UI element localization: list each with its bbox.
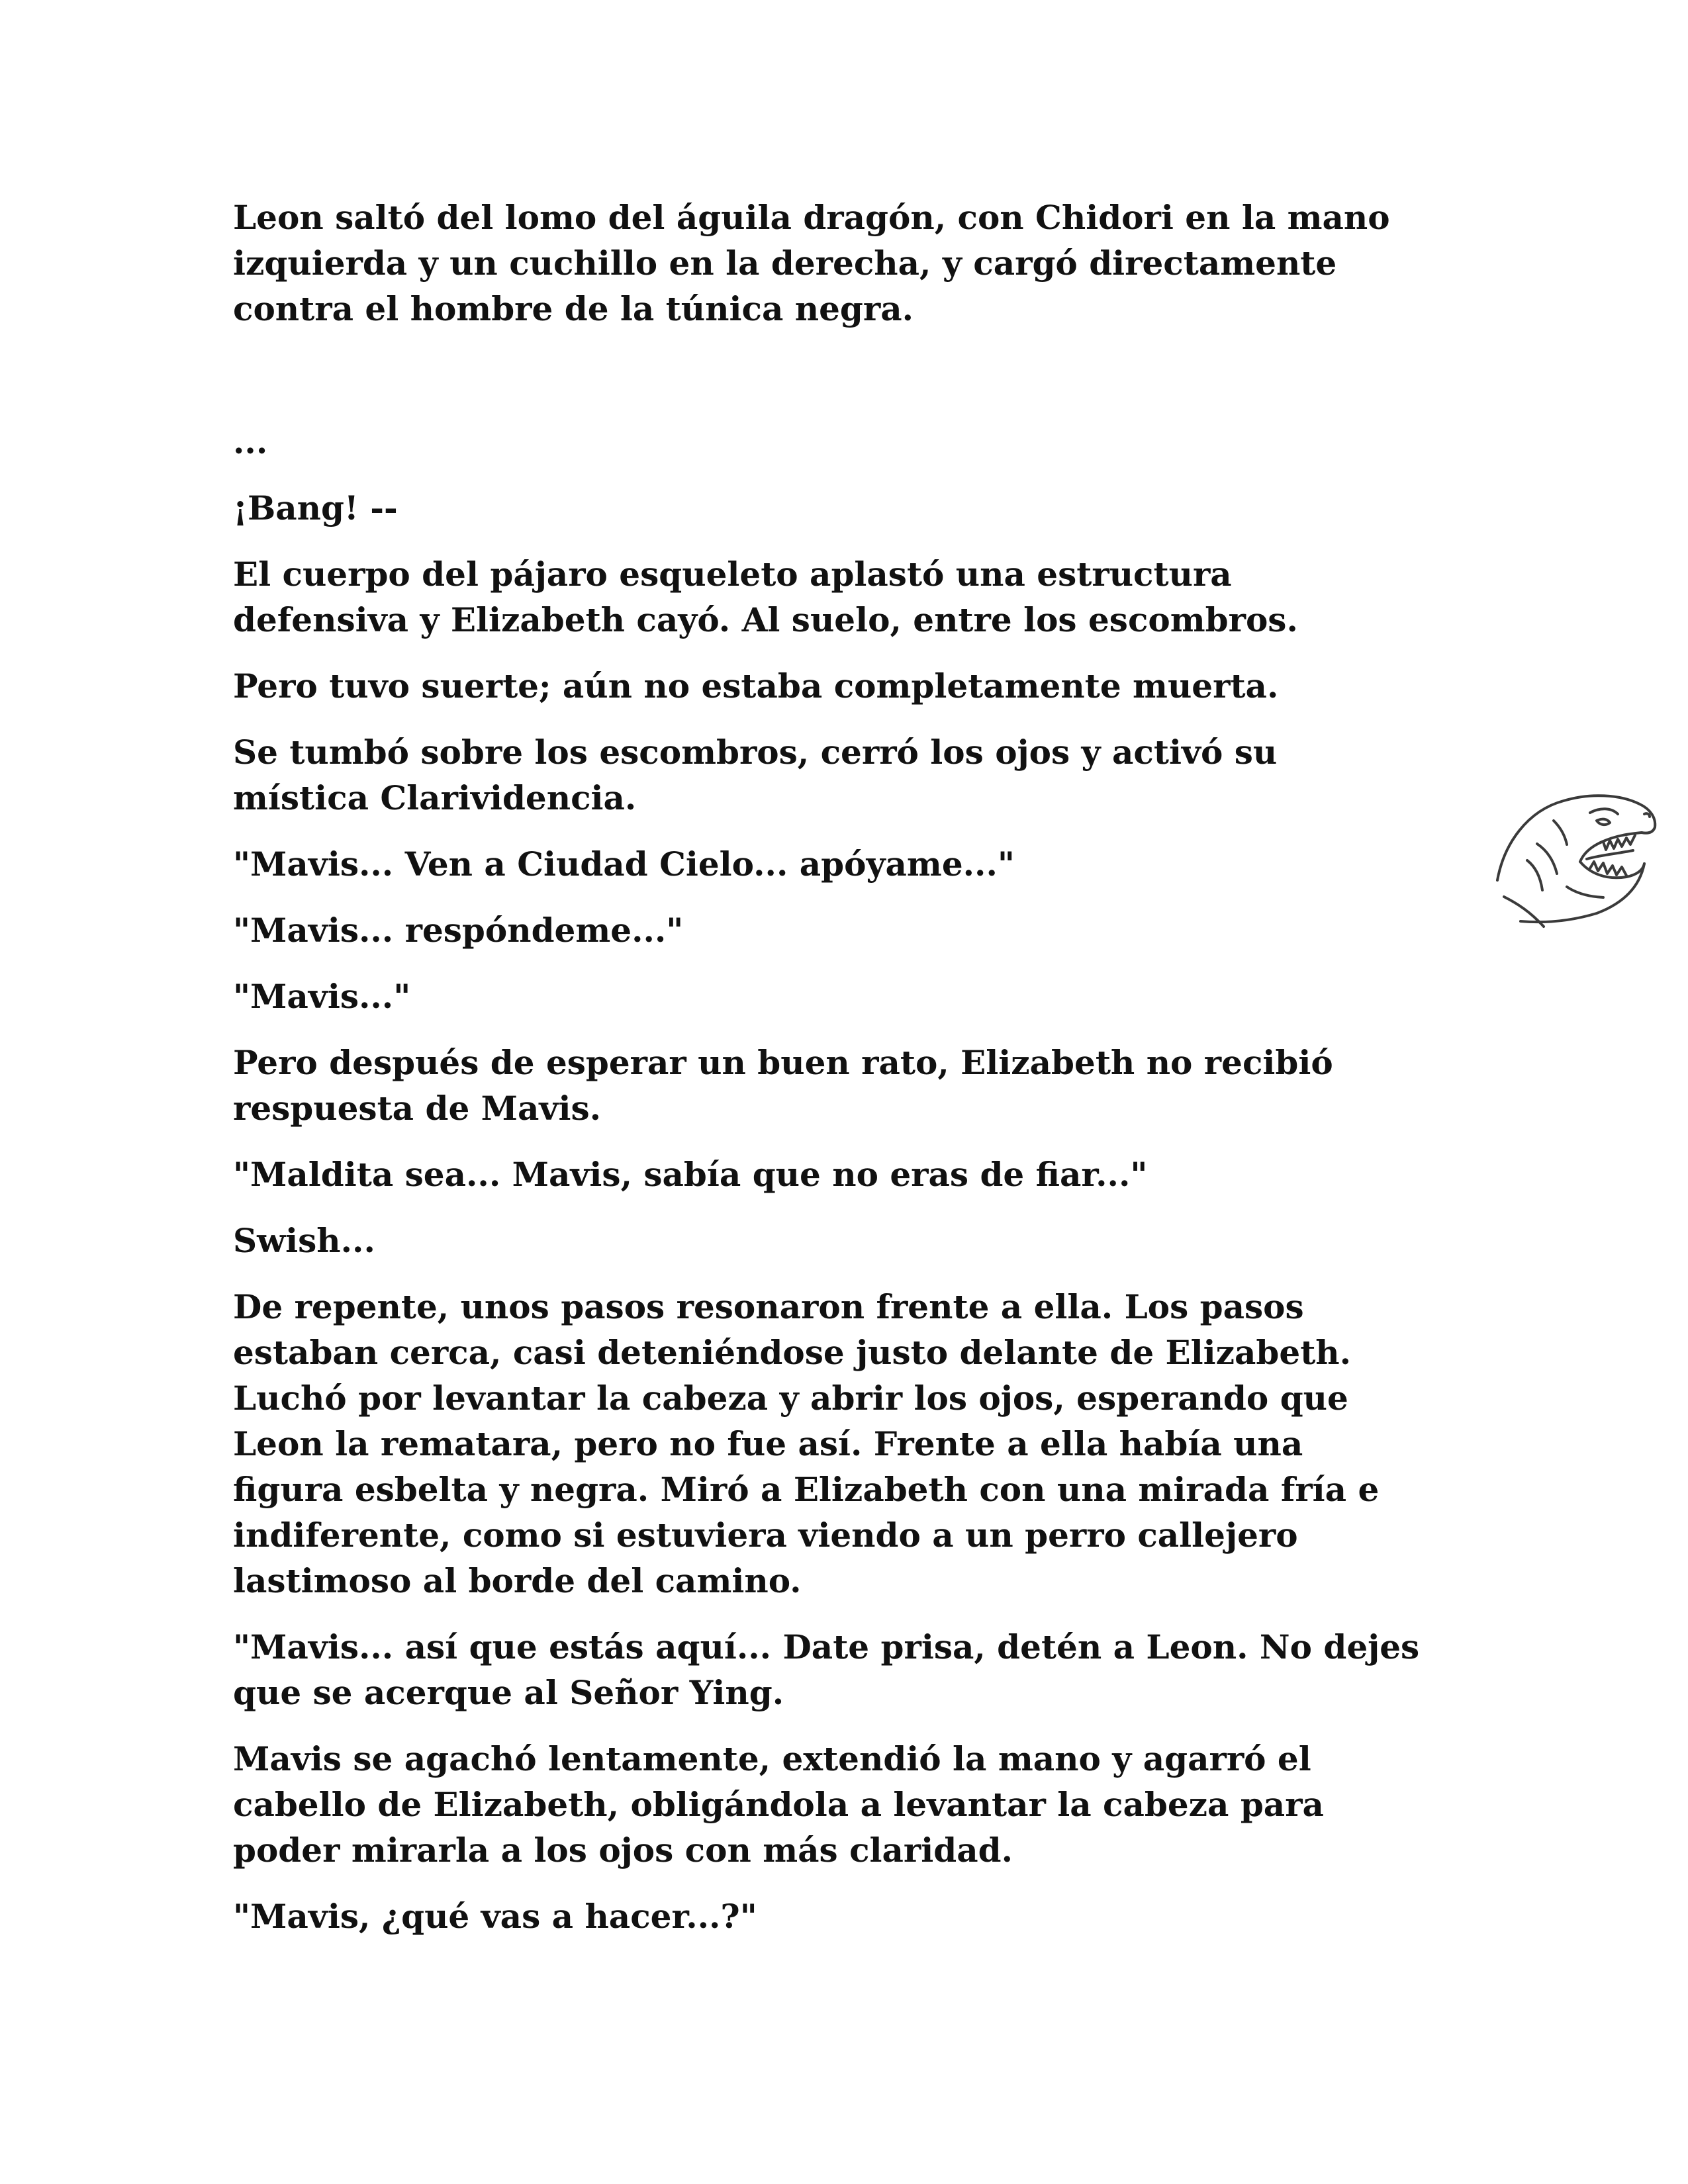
- text-line: Leon saltó del lomo del águila dragón, con Chidori en la mano: [233, 198, 1390, 237]
- text-line: ...: [233, 422, 268, 461]
- text-line: mística Clarividencia.: [233, 778, 637, 817]
- text-line: indiferente, como si estuviera viendo a un perro callejero: [233, 1516, 1298, 1555]
- dialogue-line: [233, 907, 1444, 953]
- text-line: Mavis se agachó lentamente, extendió la mano y agarró el: [233, 1739, 1311, 1778]
- text-line: defensiva y Elizabeth cayó. Al suelo, entre los escombros.: [233, 600, 1298, 639]
- text-line: Luchó por levantar la cabeza y abrir los ojos, esperando que: [233, 1379, 1348, 1418]
- dialogue-line: [233, 1152, 1444, 1197]
- text-line: "Mavis... Ven a Ciudad Cielo... apóyame...": [233, 844, 1015, 884]
- text-line: cabello de Elizabeth, obligándola a levantar la cabeza para: [233, 1785, 1324, 1824]
- text-line: figura esbelta y negra. Miró a Elizabeth con una mirada fría e: [233, 1470, 1380, 1509]
- paragraph-swish: [233, 1218, 1444, 1263]
- dialogue-line: [233, 1624, 1444, 1715]
- text-line: Swish...: [233, 1221, 375, 1260]
- paragraph-skeleton-bird: [233, 551, 1444, 643]
- text-line: Leon la rematara, pero no fue así. Frente a ella había una: [233, 1424, 1303, 1463]
- paragraph-no-answer: [233, 1040, 1444, 1131]
- paragraph-clairvoyance: [233, 729, 1444, 821]
- paragraph-mavis-grabs: [233, 1736, 1444, 1873]
- text-line: "Mavis...": [233, 977, 411, 1016]
- text-line: "Mavis... respóndeme...": [233, 911, 684, 950]
- text-line: "Mavis... así que estás aquí... Date prisa, detén a Leon. No dejes: [233, 1627, 1420, 1666]
- text-line: respuesta de Mavis.: [233, 1089, 602, 1128]
- text-line: que se acerque al Señor Ying.: [233, 1673, 784, 1712]
- text-line: De repente, unos pasos resonaron frente a ella. Los pasos: [233, 1287, 1304, 1326]
- text-line: "Mavis, ¿qué vas a hacer...?": [233, 1897, 757, 1936]
- dialogue-line: [233, 1893, 1444, 1939]
- paragraph-opening: [233, 195, 1444, 332]
- text-line: Se tumbó sobre los escombros, cerró los ojos y activó su: [233, 733, 1278, 772]
- story-text: [233, 195, 1444, 1960]
- text-line: ¡Bang! --: [233, 488, 398, 527]
- dialogue-line: [233, 974, 1444, 1019]
- text-line: poder mirarla a los ojos con más claridad.: [233, 1831, 1013, 1870]
- paragraph-luck: [233, 663, 1444, 709]
- paragraph-ellipsis: [233, 419, 1444, 465]
- dialogue-line: [233, 841, 1444, 887]
- text-line: izquierda y un cuchillo en la derecha, y cargó directamente: [233, 244, 1337, 283]
- text-line: lastimoso al borde del camino.: [233, 1561, 802, 1600]
- text-line: estaban cerca, casi deteniéndose justo delante de Elizabeth.: [233, 1333, 1352, 1372]
- paragraph-footsteps: [233, 1284, 1444, 1604]
- paragraph-bang: [233, 485, 1444, 531]
- text-line: Pero tuvo suerte; aún no estaba completamente muerta.: [233, 666, 1279, 705]
- text-line: Pero después de esperar un buen rato, Elizabeth no recibió: [233, 1043, 1333, 1082]
- text-line: "Maldita sea... Mavis, sabía que no eras de fiar...": [233, 1155, 1148, 1194]
- dinosaur-sketch-icon: [1491, 781, 1663, 930]
- text-line: El cuerpo del pájaro esqueleto aplastó una estructura: [233, 555, 1232, 594]
- text-line: contra el hombre de la túnica negra.: [233, 289, 914, 328]
